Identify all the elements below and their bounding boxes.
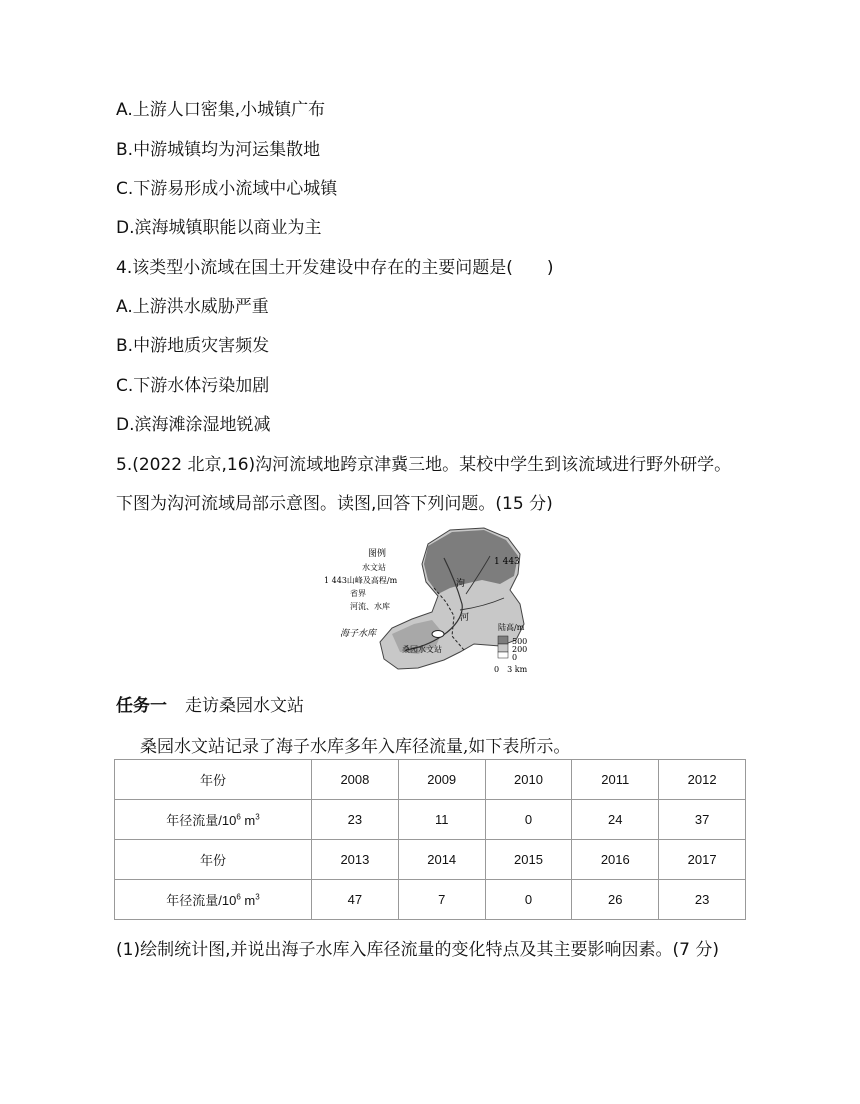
option-b-3: B.中游城镇均为河运集散地 (116, 140, 321, 160)
elevation-title: 陆高/m (498, 623, 525, 632)
legend-station: 水文站 (362, 563, 386, 572)
basin-map (314, 524, 540, 676)
flow-label: 年径流量/10 (166, 893, 237, 908)
table-row (115, 840, 746, 880)
elevation-swatch-mid (498, 644, 508, 652)
value-cell: 0 (485, 880, 572, 920)
header-year: 年份 (115, 760, 312, 800)
peak-label: 1 443 (494, 557, 520, 567)
table-intro: 桑园水文站记录了海子水库多年入库径流量,如下表所示。 (140, 737, 571, 757)
table-row (115, 800, 746, 840)
elevation-0: 0 (512, 653, 518, 662)
value-cell: 37 (659, 800, 746, 840)
elevation-500: 500 (512, 637, 528, 646)
year-cell: 2017 (659, 840, 746, 880)
option-a-3: A.上游人口密集,小城镇广布 (116, 100, 326, 120)
table-row (115, 880, 746, 920)
flow-unit: m (240, 813, 256, 828)
value-cell: 11 (398, 800, 485, 840)
flow-unit: m (240, 893, 256, 908)
elevation-200: 200 (512, 645, 528, 654)
value-cell: 7 (398, 880, 485, 920)
year-cell: 2008 (312, 760, 399, 800)
scale-label: 0 3 km (494, 665, 528, 674)
header-year: 年份 (115, 840, 312, 880)
sub-question-1: (1)绘制统计图,并说出海子水库入库径流量的变化特点及其主要影响因素。(7 分) (116, 940, 719, 960)
value-cell: 23 (312, 800, 399, 840)
year-cell: 2010 (485, 760, 572, 800)
flow-exp: 6 (236, 812, 241, 822)
value-cell: 26 (572, 880, 659, 920)
flow-exp: 6 (236, 892, 241, 902)
question-5-instruction: 下图为沟河流域局部示意图。读图,回答下列问题。(15 分) (116, 494, 553, 514)
question-4: 4.该类型小流域在国土开发建设中存在的主要问题是( ) (116, 258, 554, 278)
runoff-table (114, 759, 746, 920)
river-label-1: 泃 (456, 579, 466, 589)
year-cell: 2011 (572, 760, 659, 800)
flow-label: 年径流量/10 (166, 813, 237, 828)
year-cell: 2013 (312, 840, 399, 880)
value-cell: 0 (485, 800, 572, 840)
elevation-swatch-high (498, 636, 508, 644)
value-cell: 24 (572, 800, 659, 840)
task-heading (116, 691, 304, 716)
legend-border: 省界 (350, 589, 366, 598)
legend-peak: 1 443山峰及高程/m (324, 576, 398, 585)
reservoir (432, 631, 444, 638)
flow-unit-exp: 3 (255, 812, 260, 822)
value-cell: 23 (659, 880, 746, 920)
task-title: 任务一 (116, 696, 167, 716)
question-5-intro: 5.(2022 北京,16)沟河流域地跨京津冀三地。某校中学生到该流域进行野外研学。 (116, 455, 732, 475)
table-row (115, 760, 746, 800)
year-cell: 2015 (485, 840, 572, 880)
river-label-2: 河 (460, 613, 470, 623)
option-c-4: C.下游水体污染加剧 (116, 376, 270, 396)
header-flow (115, 800, 312, 840)
option-b-4: B.中游地质灾害频发 (116, 336, 270, 356)
reservoir-label: 海子水库 (340, 629, 377, 639)
year-cell: 2016 (572, 840, 659, 880)
elevation-swatch-low (498, 652, 508, 658)
task-subtitle: 走访桑园水文站 (185, 696, 304, 716)
flow-unit-exp: 3 (255, 892, 260, 902)
year-cell: 2009 (398, 760, 485, 800)
value-cell: 47 (312, 880, 399, 920)
legend-title: 图例 (368, 549, 387, 559)
year-cell: 2012 (659, 760, 746, 800)
option-d-4: D.滨海滩涂湿地锐减 (116, 415, 271, 435)
header-flow (115, 880, 312, 920)
year-cell: 2014 (398, 840, 485, 880)
legend-river: 河流、水库 (350, 602, 390, 611)
option-c-3: C.下游易形成小流域中心城镇 (116, 179, 338, 199)
option-a-4: A.上游洪水威胁严重 (116, 297, 269, 317)
option-d-3: D.滨海城镇职能以商业为主 (116, 218, 322, 238)
station-label: 桑园水文站 (402, 645, 442, 654)
